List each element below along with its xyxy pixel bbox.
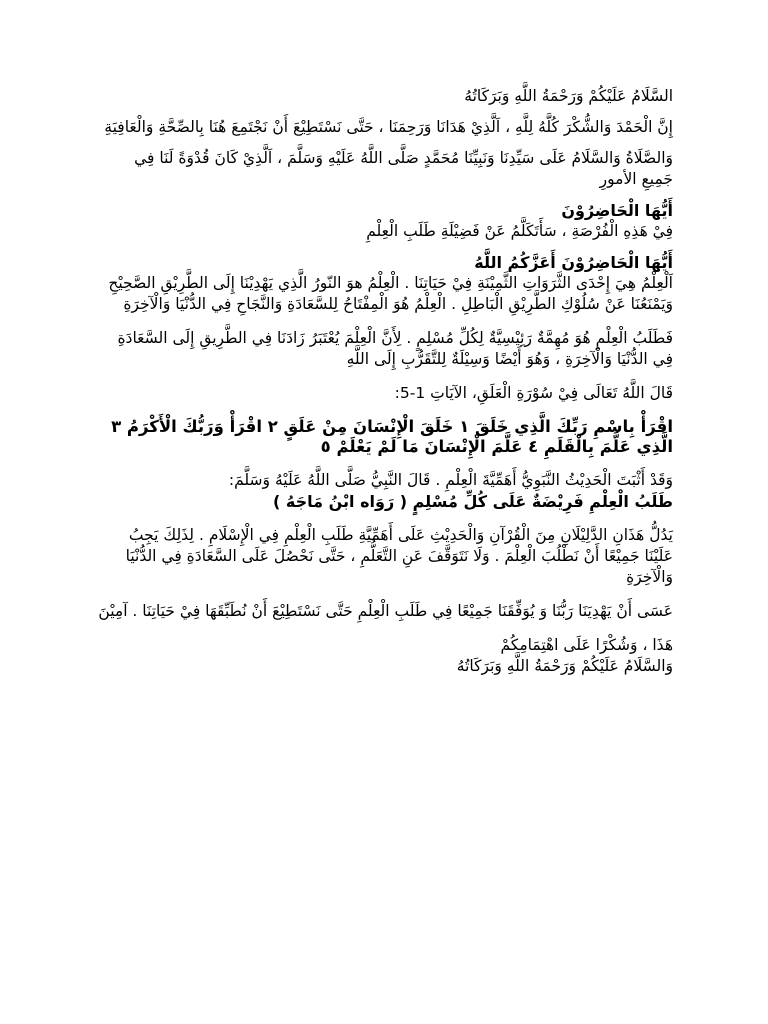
talab-paragraph: فَطَلَبُ الْعِلْمِ هُوَ مُهِمَّةٌ رَئِيْسِيَّةٌ لِكُلِّ مُسْلِمٍ . لِأَنَّ الْعِلْمَ يُعْتَبَرُ زَادَنَا فِي الطَّرِيقِ إِلَى السَّعَادَةِ فِي الدُّنْيَا وَالْآخِرَةِ ، وَهُوَ أَيْضًا وَسِيْلَةٌ لِلتَّقَرُّبِ إِلَى اللَّهِ [117,329,673,368]
dua-paragraph: عَسَى أَنْ يَهْدِيَنَا رَبُّنَا وَ يُوَفِّقَنَا جَمِيْعًا فِي طَلَبِ الْعِلْمِ حَتَّى نَسْتَطِيْعَ أَنْ نُطَبِّقَهَا فِيْ حَيَاتِنَا . آمِيْنَ [98,602,673,620]
quran-verses: اقْرَأْ بِاسْمِ رَبِّكَ الَّذِي خَلَقَ ١ خَلَقَ الْإِنْسَانَ مِنْ عَلَقٍ ٢ اقْرَأْ وَرَبُّكَ الْأَكْرَمُ ٣ الَّذِي عَلَّمَ بِالْقَلَمِ ٤ عَلَّمَ الْإِنْسَانَ مَا لَمْ يَعْلَمْ ٥ [111,417,673,456]
topic-line: فِيْ هَذِهِ الْفُرْصَةِ ، سَأَتَكَلَّمُ عَنْ فَضِيْلَةِ طَلَبِ الْعِلْمِ [366,222,673,240]
hadith-text: طَلَبُ الْعِلْمِ فَرِيْضَةٌ عَلَى كُلِّ مُسْلِمٍ ( رَوَاه ابْنُ مَاجَهُ ) [273,492,673,511]
audience-heading-1: أَيُّهَا الْحَاضِرُوْنَ [561,201,673,220]
closing-greeting: وَالسَّلَامُ عَلَيْكُمْ وَرَحْمَةُ اللَّهِ وَبَرَكَاتُهُ [456,657,673,675]
hadith-intro: وَقَدْ أَثْبَتَ الْحَدِيْثُ النَّبَوِيُّ أَهَمِّيَّةَ الْعِلْمِ . قَالَ النَّبِيُّ صَلَّى اللَّهُ عَلَيْهُ وَسَلَّمَ: [228,471,673,489]
thanks-line: هَذَا ، وَشُكْرًا عَلَى اهْتِمَامِكُمْ [500,636,673,654]
quran-intro: قَالَ اللَّهُ تَعَالَى فِيْ سُوْرَةِ الْعَلَقِ، الآيَاتِ 1-5: [394,384,673,402]
dalil-paragraph: يَدُلُّ هَذَانِ الدَّلِيْلَانِ مِنَ الْقُرْآنِ وَالْحَدِيْثِ عَلَى أَهَمِّيَّةِ طَلَبِ الْعِلْمِ فِي الْإِسْلَامِ . لِذَلِكَ يَجِبُ عَلَيْنَا جَمِيْعًا أَنْ نَطْلُبَ الْعِلْمَ . وَلَا نَتَوَقَّفَ عَنِ التَّعَلُّمِ ، حَتَّى نَحْصُلَ عَلَى السَّعَادَةِ فِي الدُّنْيَا وَالْآخِرَةِ [125,526,673,586]
salawat-paragraph: وَالصَّلَاةُ وَالسَّلَامُ عَلَى سَيِّدِنَا وَنَبِيِّنَا مُحَمَّدٍ صَلَّى اللَّهُ عَلَيْهِ وَسَلَّمَ ، اَلَّذِيْ كَانَ قُدْوَةً لَنَا فِي جَمِيعِ الأمورِ [134,149,673,188]
hamd-paragraph: إِنَّ الْحَمْدَ وَالشُّكْرَ كُلَّهُ لِلَّهِ ، اَلَّذِيْ هَدَانَا وَرَحِمَنَا ، حَتَّى نَسْتَطِيْعَ أَنْ نَجْتَمِعَ هُنَا بِالصِّحَّةِ وَالْعَافِيَةِ [104,118,673,136]
audience-heading-2: أَيُّهَا الْحَاضِرُوْنَ أَعَزَّكُمُ اللَّهُ [474,253,673,272]
ilm-paragraph: اَلْعِلْمُ هِيَ إِحْدَى الثَّرَوَاتِ الثَّمِيْنَةِ فِيْ حَيَاتِنَا . الْعِلْمُ هوَ النّورُ الَّذِي يَهْدِيْنَا إِلَى الطَّرِيْقِ الصَّحِيْحِ وَيَمْنَعُنَا عَنْ سُلُوْكِ الطَّرِيْقِ الْبَاطِلِ . الْعِلْمُ هُوَ الْمِفْتَاحُ لِلسَّعَادَةِ وَالنَّجَاحِ فِي الدُّنْيَا وَالْآخِرَةِ [108,274,673,313]
greeting: السَّلَامُ عَلَيْكُمْ وَرَحْمَةُ اللَّهِ وَبَرَكَاتُهُ [464,87,673,105]
speech-body [98,86,673,677]
